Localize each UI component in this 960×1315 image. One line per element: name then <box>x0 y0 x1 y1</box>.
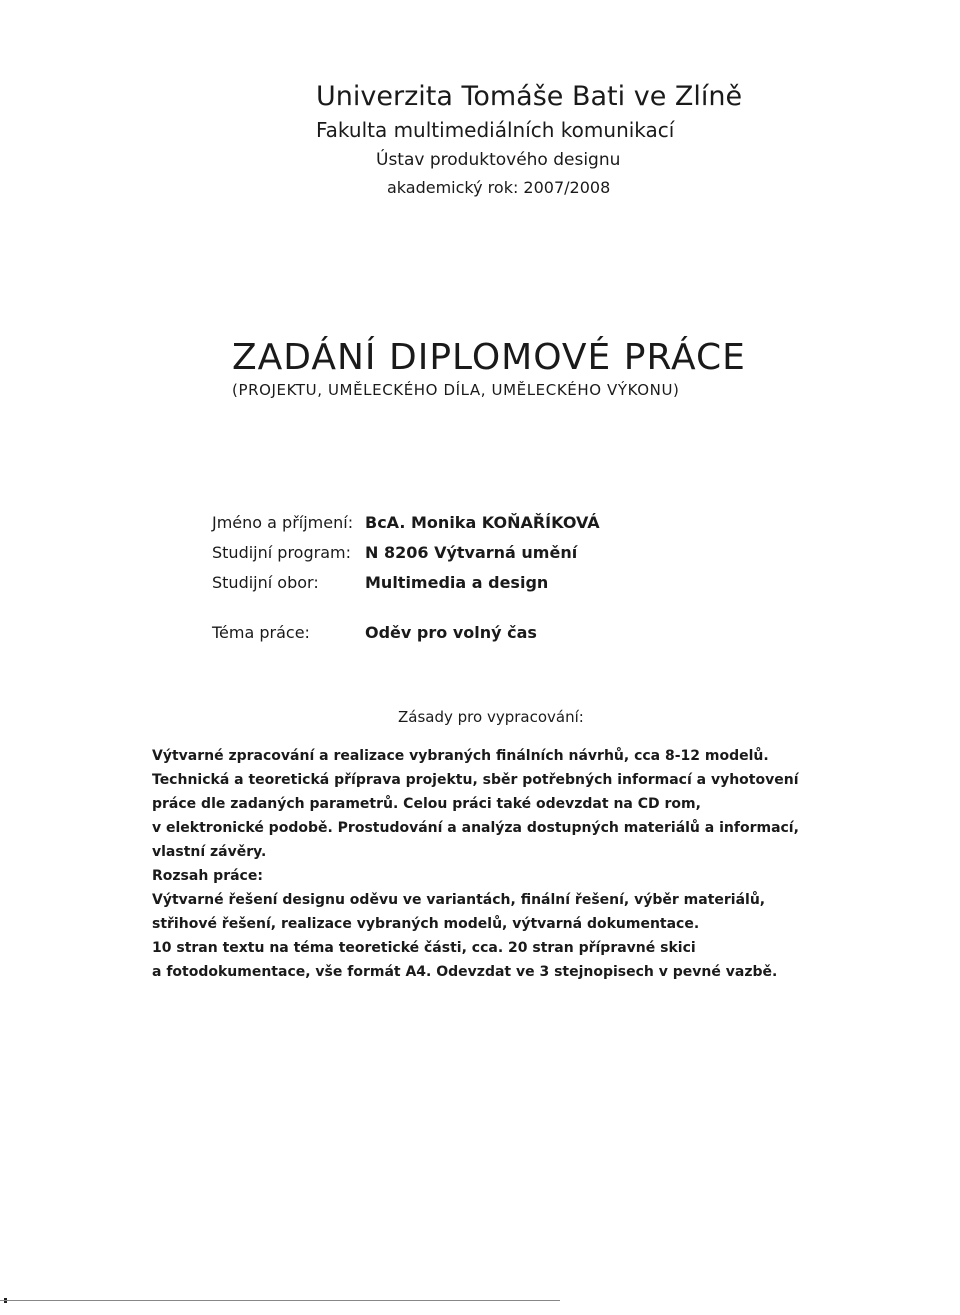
info-label: Jméno a příjmení: <box>212 513 354 532</box>
faculty-name: Fakulta multimediálních komunikací <box>316 118 675 142</box>
rules-line: práce dle zadaných parametrů. Celou práci také odevzdat na CD rom, <box>152 796 701 812</box>
institute-name: Ústav produktového designu <box>376 150 621 170</box>
theme-label: Téma práce: <box>212 623 310 642</box>
rules-line: v elektronické podobě. Prostudování a analýza dostupných materiálů a informací, <box>152 820 799 836</box>
title-block <box>232 336 746 401</box>
rules-line: střihové řešení, realizace vybraných modelů, výtvarná dokumentace. <box>152 916 700 932</box>
thesis-theme <box>212 618 612 648</box>
theme-value: Oděv pro volný čas <box>365 623 537 642</box>
rules-line: 10 stran textu na téma teoretické části, cca. 20 stran přípravné skici <box>152 940 696 956</box>
rules-line: vlastní závěry. <box>152 844 267 860</box>
info-value: Multimedia a design <box>365 573 549 592</box>
header <box>316 80 742 202</box>
document-title: ZADÁNÍ DIPLOMOVÉ PRÁCE <box>232 337 746 378</box>
info-value: N 8206 Výtvarná umění <box>365 543 578 562</box>
rules-body <box>152 744 799 984</box>
rules-line: Technická a teoretická příprava projektu, sběr potřebných informací a vyhotovení <box>152 772 799 788</box>
scan-edge-line <box>0 1300 560 1301</box>
rules-heading: Zásady pro vypracování: <box>398 708 584 726</box>
rules-line: a fotodokumentace, vše formát A4. Odevzdat ve 3 stejnopisech v pevné vazbě. <box>152 964 778 980</box>
document-subtitle: (PROJEKTU, UMĚLECKÉHO DÍLA, UMĚLECKÉHO VÝKONU) <box>232 381 680 399</box>
academic-year: akademický rok: 2007/2008 <box>387 178 611 197</box>
university-name: Univerzita Tomáše Bati ve Zlíně <box>316 81 743 112</box>
info-label: Studijní program: <box>212 543 351 562</box>
rules-scope-heading: Rozsah práce: <box>152 868 263 884</box>
rules-line: Výtvarné zpracování a realizace vybraných finálních návrhů, cca 8-12 modelů. <box>152 748 769 764</box>
rules-line: Výtvarné řešení designu oděvu ve variantách, finální řešení, výběr materiálů, <box>152 892 766 908</box>
info-value: BcA. Monika KOŇAŘÍKOVÁ <box>365 513 600 532</box>
info-label: Studijní obor: <box>212 573 319 592</box>
